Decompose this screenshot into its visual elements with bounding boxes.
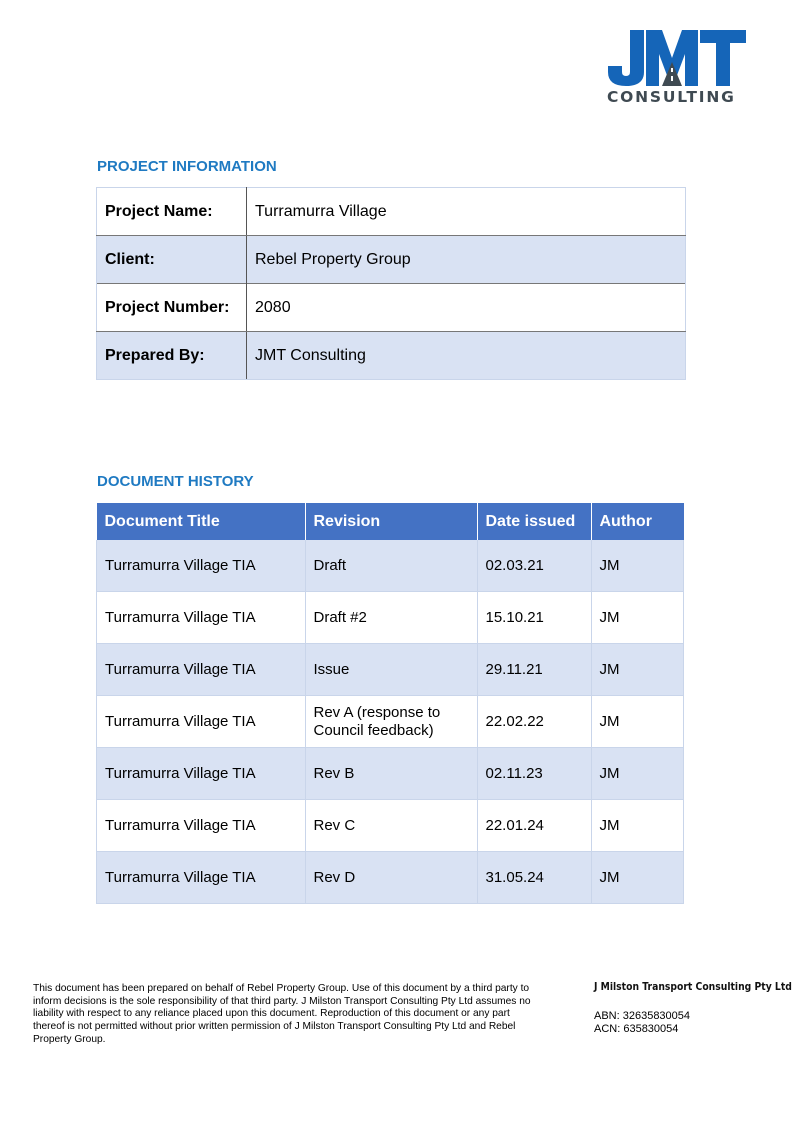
cell-date-issued: 22.02.22 (477, 696, 591, 748)
column-header-author: Author (591, 503, 684, 540)
footer-abn: ABN: 32635830054 (594, 1010, 691, 1022)
column-header-date-issued: Date issued (477, 503, 591, 540)
cell-date-issued: 02.03.21 (477, 540, 591, 592)
info-row (97, 284, 686, 332)
jmt-logo-mark (606, 28, 746, 86)
cell-author: JM (591, 852, 684, 904)
cell-date-issued: 22.01.24 (477, 800, 591, 852)
document-history-title: DOCUMENT HISTORY (97, 473, 254, 490)
cell-document-title: Turramurra Village TIA (97, 800, 306, 852)
cell-revision: Rev B (305, 748, 477, 800)
info-value: Rebel Property Group (247, 236, 686, 284)
info-label: Client: (97, 236, 247, 284)
cell-date-issued: 31.05.24 (477, 852, 591, 904)
cell-revision: Rev C (305, 800, 477, 852)
table-header-row (97, 503, 684, 540)
document-history-table (96, 503, 684, 904)
footer-acn: ACN: 635830054 (594, 1023, 679, 1035)
cell-revision: Draft #2 (305, 592, 477, 644)
info-value: 2080 (247, 284, 686, 332)
cell-document-title: Turramurra Village TIA (97, 592, 306, 644)
cell-revision: Rev D (305, 852, 477, 904)
info-row (97, 236, 686, 284)
table-row (97, 644, 684, 696)
info-label: Project Number: (97, 284, 247, 332)
logo-subtext: CONSULTING (607, 88, 736, 106)
info-value: Turramurra Village (247, 188, 686, 236)
cell-author: JM (591, 800, 684, 852)
cell-document-title: Turramurra Village TIA (97, 748, 306, 800)
cell-revision: Issue (305, 644, 477, 696)
info-row (97, 332, 686, 380)
cell-author: JM (591, 644, 684, 696)
cell-date-issued: 29.11.21 (477, 644, 591, 696)
table-row (97, 696, 684, 748)
cell-date-issued: 15.10.21 (477, 592, 591, 644)
cell-revision: Draft (305, 540, 477, 592)
cell-document-title: Turramurra Village TIA (97, 852, 306, 904)
info-label: Project Name: (97, 188, 247, 236)
table-row (97, 592, 684, 644)
column-header-revision: Revision (305, 503, 477, 540)
project-information-table (96, 187, 686, 380)
cell-document-title: Turramurra Village TIA (97, 696, 306, 748)
cell-author: JM (591, 592, 684, 644)
table-row (97, 800, 684, 852)
table-row (97, 748, 684, 800)
cell-author: JM (591, 696, 684, 748)
cell-document-title: Turramurra Village TIA (97, 644, 306, 696)
table-row (97, 852, 684, 904)
project-information-title: PROJECT INFORMATION (97, 158, 277, 175)
footer-registration (594, 1010, 690, 1036)
column-header-document-title: Document Title (97, 503, 306, 540)
company-logo (606, 28, 746, 104)
footer-disclaimer: This document has been prepared on behalf of Rebel Property Group. Use of this document by a third party to inform decisions is the sole responsibility of that third party. J Milston Transport Consulting Pty Ltd assumes no liability with respect to any reliance placed upon this document. Reproduction of this document or any part thereof is not permitted without prior written permission of J Milston Transport Consulting Pty Ltd and Rebel Property Group. (33, 983, 531, 1045)
info-value: JMT Consulting (247, 332, 686, 380)
info-label: Prepared By: (97, 332, 247, 380)
cell-document-title: Turramurra Village TIA (97, 540, 306, 592)
cell-revision: Rev A (response to Council feedback) (305, 696, 477, 748)
cell-date-issued: 02.11.23 (477, 748, 591, 800)
cell-author: JM (591, 540, 684, 592)
info-row (97, 188, 686, 236)
table-row (97, 540, 684, 592)
cell-author: JM (591, 748, 684, 800)
footer-company-name: J Milston Transport Consulting Pty Ltd (594, 981, 792, 993)
